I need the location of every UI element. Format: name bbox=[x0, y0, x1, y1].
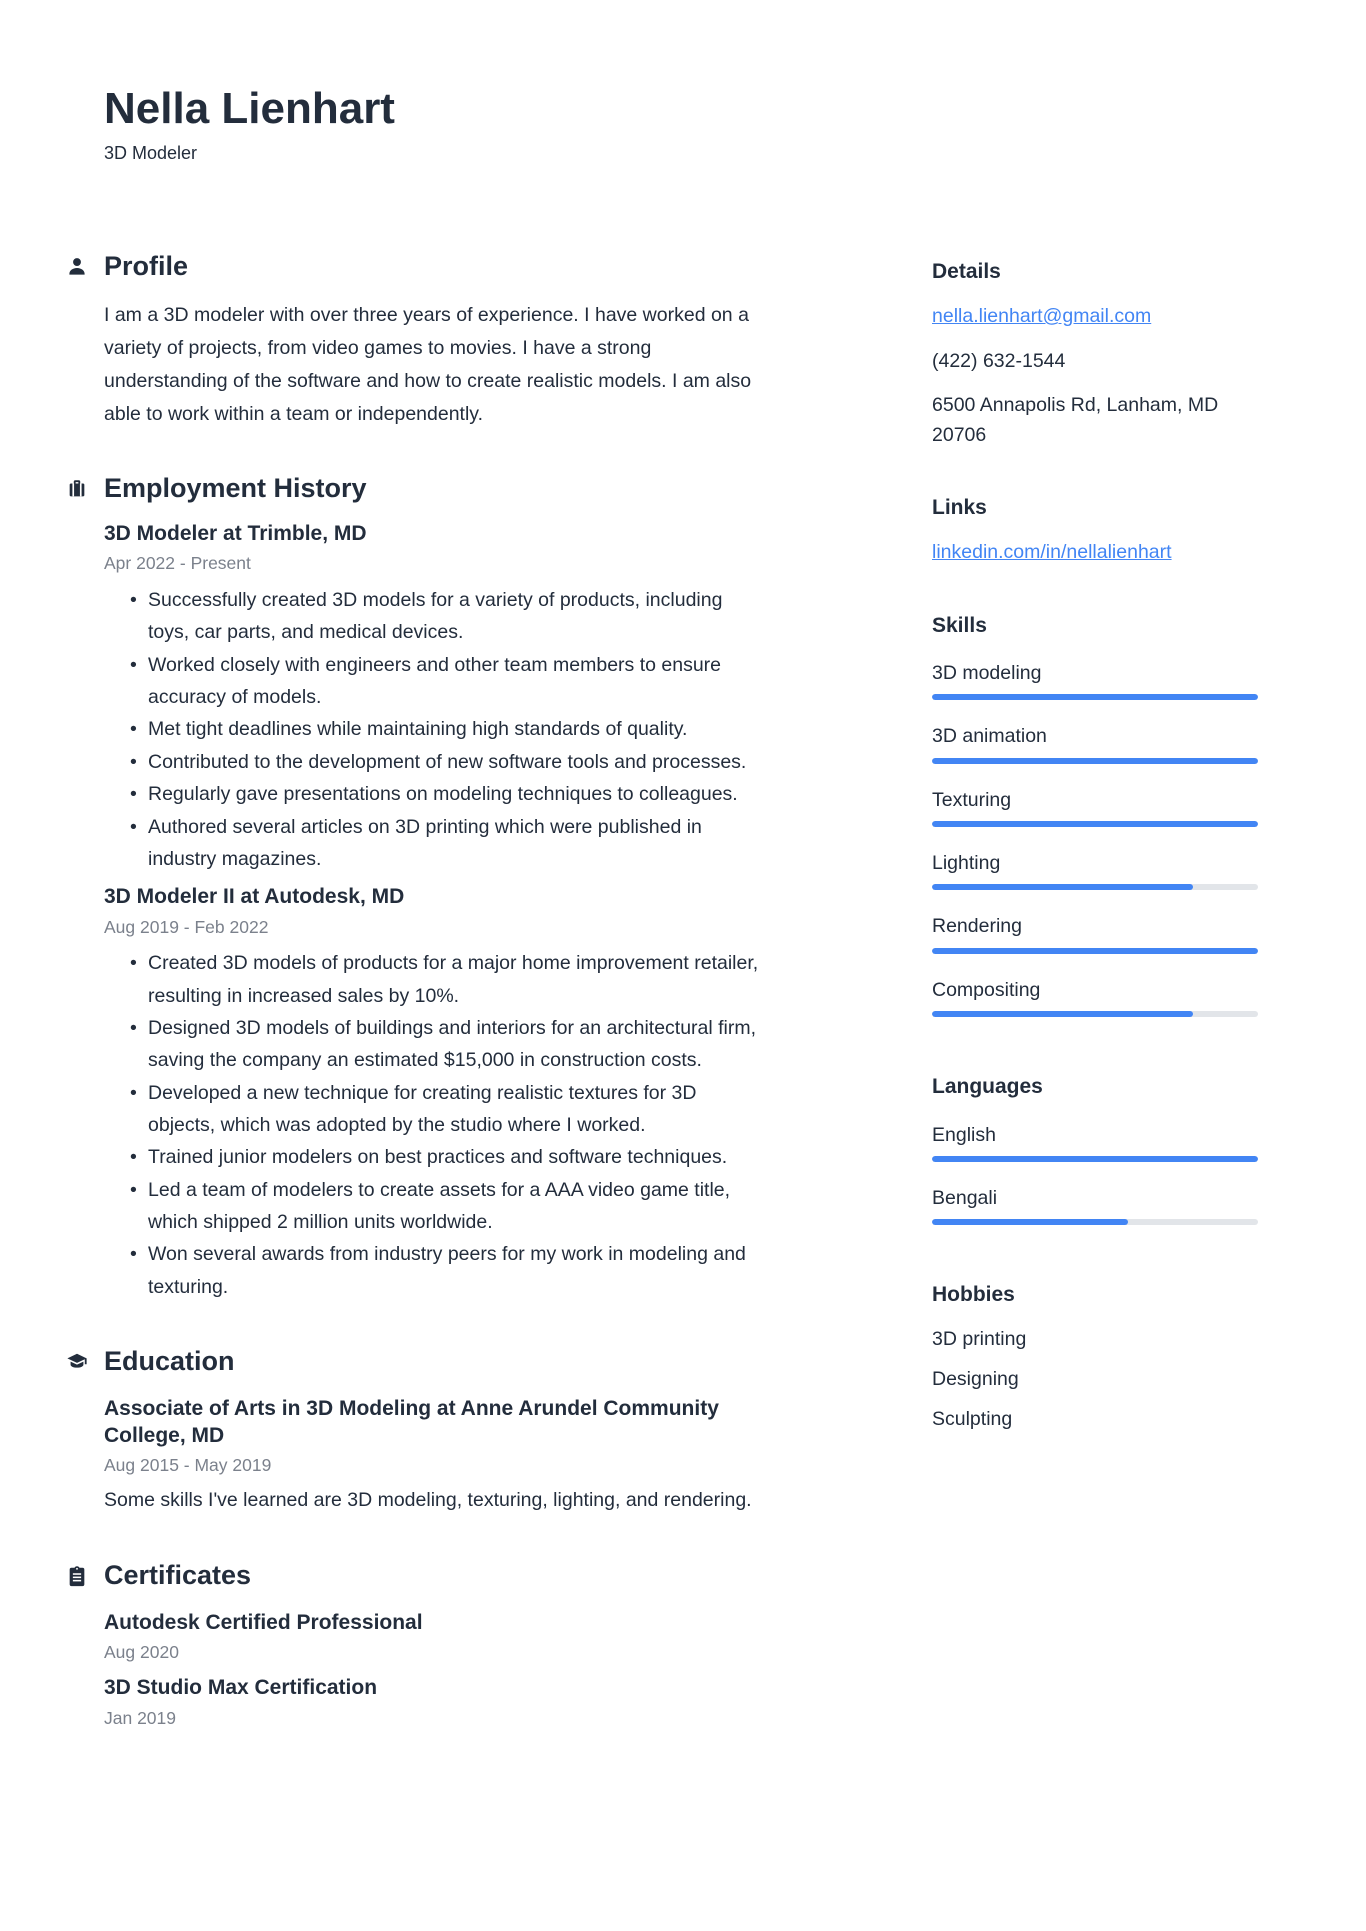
links-section bbox=[932, 494, 1258, 568]
education-entry bbox=[104, 1395, 766, 1517]
job-bullet: • Successfully created 3D models for a variety of products, including toys, car parts, and medical devices. bbox=[104, 584, 766, 649]
skill-label: Compositing bbox=[932, 978, 1041, 1001]
certificates-section bbox=[104, 1559, 766, 1731]
skill-bar-fill bbox=[932, 821, 1258, 827]
language-label: English bbox=[932, 1123, 996, 1146]
certificate-period: Aug 2020 bbox=[104, 1641, 179, 1662]
certificate-title: 3D Studio Max Certification bbox=[104, 1676, 378, 1700]
job-entry bbox=[104, 520, 766, 875]
skills-section bbox=[932, 612, 1258, 1018]
skill-bar-fill bbox=[932, 758, 1258, 764]
job-period: Aug 2019 - Feb 2022 bbox=[104, 916, 269, 937]
job-bullet: • Worked closely with engineers and other team members to ensure accuracy of models. bbox=[104, 649, 766, 714]
job-bullet: • Developed a new technique for creating realistic textures for 3D objects, which was adopted by the studio where I worked. bbox=[104, 1077, 766, 1142]
phone-number: (422) 632-1544 bbox=[932, 349, 1066, 372]
education-description: Some skills I've learned are 3D modeling, texturing, lighting, and rendering. bbox=[104, 1489, 752, 1512]
certificates-section-header bbox=[104, 1559, 766, 1593]
languages-heading: Languages bbox=[932, 1075, 1043, 1099]
profile-heading: Profile bbox=[104, 250, 189, 281]
language-label: Bengali bbox=[932, 1186, 998, 1209]
email-row bbox=[932, 301, 1258, 331]
skill-bar-fill bbox=[932, 948, 1258, 954]
skill-label: 3D modeling bbox=[932, 661, 1042, 684]
employment-section-header bbox=[104, 472, 766, 506]
skills-heading: Skills bbox=[932, 613, 987, 637]
skill-label: 3D animation bbox=[932, 725, 1047, 748]
links-heading: Links bbox=[932, 496, 987, 520]
hobby-list bbox=[932, 1319, 1258, 1439]
job-bullet: • Won several awards from industry peers for my work in modeling and texturing. bbox=[104, 1238, 766, 1303]
job-bullet: • Met tight deadlines while maintaining high standards of quality. bbox=[104, 713, 766, 745]
details-section bbox=[932, 258, 1258, 450]
certificates-heading: Certificates bbox=[104, 1559, 252, 1590]
person-job-title: 3D Modeler bbox=[104, 143, 198, 164]
education-section-header bbox=[104, 1345, 766, 1379]
skill-label: Lighting bbox=[932, 852, 1001, 875]
main-column bbox=[104, 84, 766, 1730]
language-bar-fill bbox=[932, 1219, 1128, 1225]
resume-header bbox=[104, 84, 766, 166]
skill-bar-fill bbox=[932, 694, 1258, 700]
employment-heading: Employment History bbox=[104, 473, 367, 504]
certificate-title: Autodesk Certified Professional bbox=[104, 1610, 423, 1634]
graduation-cap-icon bbox=[66, 1351, 88, 1373]
skill-bar bbox=[932, 948, 1258, 954]
education-heading: Education bbox=[104, 1346, 235, 1377]
hobby-item: Sculpting bbox=[932, 1407, 1013, 1430]
certificate-period: Jan 2019 bbox=[104, 1707, 177, 1728]
job-bullet: • Designed 3D models of buildings and interiors for an architectural firm, saving the company an estimated $15,000 in construction costs. bbox=[104, 1012, 766, 1077]
hobby-item: Designing bbox=[932, 1367, 1019, 1390]
skill-bar-fill bbox=[932, 1011, 1193, 1017]
job-bullet: • Contributed to the development of new software tools and processes. bbox=[104, 746, 766, 778]
language-bar-fill bbox=[932, 1156, 1258, 1162]
clipboard-icon bbox=[66, 1565, 88, 1587]
job-title: 3D Modeler at Trimble, MD bbox=[104, 522, 367, 546]
skill-bar bbox=[932, 884, 1258, 890]
education-period: Aug 2015 - May 2019 bbox=[104, 1455, 272, 1476]
job-bullet-list bbox=[104, 584, 766, 875]
job-bullet-list bbox=[104, 947, 766, 1303]
hobbies-heading: Hobbies bbox=[932, 1283, 1015, 1307]
job-bullet: • Led a team of modelers to create assets for a AAA video game title, which shipped 2 million units worldwide. bbox=[104, 1174, 766, 1239]
employment-section bbox=[104, 472, 766, 1303]
skill-label: Rendering bbox=[932, 915, 1022, 938]
job-period: Apr 2022 - Present bbox=[104, 553, 251, 574]
skill-bar bbox=[932, 758, 1258, 764]
person-name: Nella Lienhart bbox=[104, 84, 395, 133]
skill-bar bbox=[932, 821, 1258, 827]
language-bar bbox=[932, 1219, 1258, 1225]
person-icon bbox=[66, 255, 88, 277]
certificate-entry bbox=[104, 1609, 766, 1665]
certificate-entry bbox=[104, 1674, 766, 1730]
education-section bbox=[104, 1345, 766, 1517]
job-bullet: • Trained junior modelers on best practices and software techniques. bbox=[104, 1141, 766, 1173]
resume-columns bbox=[104, 84, 1366, 1730]
skill-bar-fill bbox=[932, 884, 1193, 890]
education-degree: Associate of Arts in 3D Modeling at Anne Arundel Community College, MD bbox=[104, 1396, 719, 1448]
sidebar-column bbox=[932, 84, 1258, 1439]
briefcase-icon bbox=[66, 478, 88, 500]
hobbies-section bbox=[932, 1281, 1258, 1438]
link-row bbox=[932, 537, 1258, 567]
details-heading: Details bbox=[932, 260, 1001, 283]
skill-bar bbox=[932, 1011, 1258, 1017]
hobby-item: 3D printing bbox=[932, 1327, 1027, 1350]
job-bullet: • Created 3D models of products for a major home improvement retailer, resulting in increased sales by 10%. bbox=[104, 947, 766, 1012]
job-bullet: • Authored several articles on 3D printing which were published in industry magazines. bbox=[104, 811, 766, 876]
skill-label: Texturing bbox=[932, 788, 1012, 811]
linkedin-link[interactable]: linkedin.com/in/nellalienhart bbox=[932, 541, 1172, 564]
email-link[interactable]: nella.lienhart@gmail.com bbox=[932, 305, 1152, 328]
profile-section bbox=[104, 250, 766, 431]
profile-text: I am a 3D modeler with over three years of experience. I have worked on a variety of projects, from video games to movies. I have a strong understanding of the software and how to create realistic models. I am also able to work within a team or independently. bbox=[104, 304, 752, 425]
profile-section-header bbox=[104, 250, 766, 284]
address: 6500 Annapolis Rd, Lanham, MD 20706 bbox=[932, 393, 1219, 446]
language-bar bbox=[932, 1156, 1258, 1162]
job-bullet: • Regularly gave presentations on modeling techniques to colleagues. bbox=[104, 778, 766, 810]
skill-bar bbox=[932, 694, 1258, 700]
job-title: 3D Modeler II at Autodesk, MD bbox=[104, 885, 405, 909]
job-entry bbox=[104, 883, 766, 1303]
languages-section bbox=[932, 1073, 1258, 1225]
